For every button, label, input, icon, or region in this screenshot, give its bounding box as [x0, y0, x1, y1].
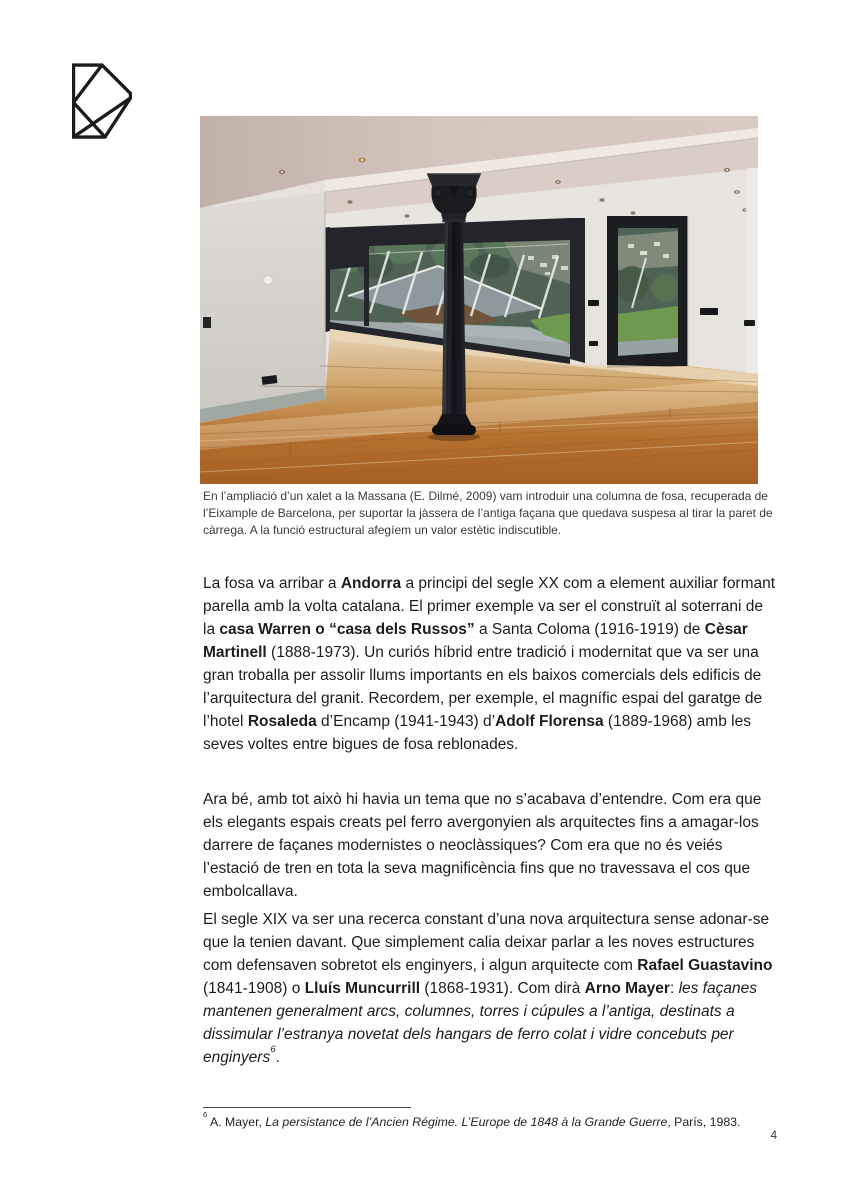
text-segment: 6	[203, 1110, 208, 1120]
text-segment: a principi del segle XX com a element auxiliar formant parella amb la volta catalana. El primer exemple va ser el construït al soterrani de la	[203, 575, 776, 638]
left-wall	[200, 192, 325, 423]
text-segment: La persistance de l’Ancien Régime. L’Europe de 1848 à la Grande Guerre	[265, 1115, 668, 1129]
text-segment: La fosa va arribar a	[203, 575, 341, 592]
photo-interior-column	[200, 116, 758, 484]
text-segment: casa Warren o “casa dels Russos”	[219, 621, 475, 638]
door-window	[607, 216, 688, 368]
text-segment: a Santa Coloma (1916-1919) de	[474, 621, 705, 638]
text-segment: , París, 1983.	[667, 1115, 741, 1129]
text-segment: Ara bé, amb tot això hi havia un tema que no s’acabava d’entendre. Com era que els elegants espais creats pel ferro avergonyien als arquitectes fins a amagar-los darrere de façanes modernistes o neoclàssiques? Com era que no és veiés l’estació de tren en tota la seva magnificència fins que no travessava el cos que embolcallava.	[203, 791, 762, 900]
thermostat	[264, 276, 273, 285]
text-segment: El segle XIX va ser una recerca constant d’una nova arquitectura sense adonar-se que la tenien davant. Que simplement calia deixar parlar a les noves estructures com defensaven sobretot els enginyers, i algun arquitecte com	[203, 911, 770, 974]
publisher-logo-icon	[72, 62, 132, 140]
paragraph-2	[203, 788, 779, 903]
text-segment: A. Mayer,	[207, 1115, 266, 1129]
text-segment: (1868-1931). Com dirà	[420, 980, 585, 997]
text-segment: Rosaleda	[247, 713, 317, 730]
text-segment: (1841-1908) o	[203, 980, 305, 997]
text-segment: Cèsar Martinell	[203, 621, 748, 661]
page-number: 4	[770, 1130, 777, 1142]
text-segment: d’Encamp (1941-1943) d’	[316, 713, 496, 730]
text-segment: les façanes mantenen generalment arcs, columnes, torres i cúpules a l’antiga, destinats a dissimular l’estranya novetat dels hangars de ferro colat i vidre concebuts per enginyers	[203, 980, 757, 1066]
paragraph-3	[203, 908, 779, 1069]
wall-switch	[203, 317, 211, 328]
text-segment: :	[669, 980, 679, 997]
footnote-text	[203, 1110, 785, 1130]
footnote-rule	[203, 1107, 411, 1108]
text-segment: .	[275, 1049, 280, 1066]
text-segment: Adolf Florensa	[495, 713, 604, 730]
text-segment: (1888-1973). Un curiós híbrid entre tradició i modernitat que va ser una gran troballa per assolir llums importants en els baixos comercials dels edificis de l’arquitectura del granit. Recordem, per exemple, el magnífic espai del garatge de l’hotel	[203, 644, 763, 730]
text-segment: (1889-1968) amb les seves voltes entre bigues de fosa reblonades.	[203, 713, 751, 753]
photo-caption: En l’ampliació d’un xalet a la Massana (E. Dilmé, 2009) vam introduir una columna de fosa, recuperada de l’Eixample de Barcelona, per suportar la jàssera de l’antiga façana que quedava suspesa al tirar la paret de càrrega. A la funció estructural afegíem un valor estètic indiscutible.	[203, 489, 773, 537]
paragraph-1	[203, 572, 779, 756]
text-segment: Andorra	[340, 575, 402, 592]
text-segment: 6	[270, 1043, 276, 1055]
text-segment: Lluís Muncurrill	[304, 980, 421, 997]
photo-illustration	[200, 116, 758, 484]
text-segment: Arno Mayer	[584, 980, 670, 997]
text-segment: Rafael Guastavino	[637, 957, 773, 974]
